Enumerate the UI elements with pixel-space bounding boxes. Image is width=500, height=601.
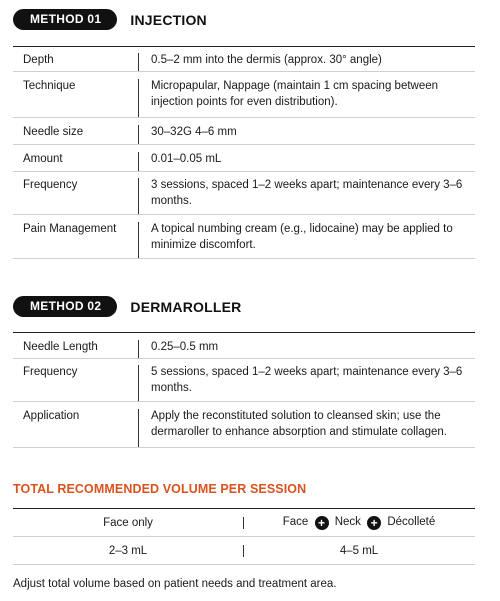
row-label: Amount (23, 153, 63, 165)
face-label: Face (282, 515, 309, 528)
column-divider (138, 152, 139, 171)
table-row (13, 402, 475, 448)
face-only-header: Face only (103, 516, 153, 529)
table-row (13, 46, 475, 72)
method-02-badge: METHOD 02 (13, 296, 117, 317)
column-divider (138, 365, 139, 401)
row-label: Frequency (23, 366, 78, 378)
row-value: 0.25–0.5 mm (151, 341, 219, 353)
method-01-badge: METHOD 01 (13, 9, 117, 30)
column-divider (138, 53, 139, 71)
dermaroller-table (13, 332, 475, 448)
row-value: 30–32G 4–6 mm (151, 126, 237, 138)
column-divider (138, 125, 139, 144)
table-row (13, 332, 475, 359)
injection-table (13, 46, 475, 259)
row-value: 3 sessions, spaced 1–2 weeks apart; maintenance every 3–6 months. (151, 179, 463, 207)
face-neck-decollete-volume: 4–5 mL (339, 544, 379, 557)
row-label: Pain Management (23, 223, 117, 235)
column-divider (138, 409, 139, 447)
row-label: Application (23, 410, 80, 422)
decollete-label: Décolleté (387, 515, 436, 528)
plus-circle-icon: + (367, 516, 381, 530)
row-label: Needle Length (23, 341, 98, 353)
footnote: Adjust total volume based on patient needs and treatment area. (13, 578, 337, 590)
row-value: 0.5–2 mm into the dermis (approx. 30° angle) (151, 54, 382, 66)
table-row (13, 118, 475, 145)
row-label: Frequency (23, 179, 78, 191)
row-label: Depth (23, 54, 54, 66)
column-divider (138, 79, 139, 117)
face-only-volume: 2–3 mL (108, 544, 148, 557)
row-value: A topical numbing cream (e.g., lidocaine) may be applied to minimize discomfort. (151, 223, 453, 251)
method-01-title: INJECTION (130, 11, 207, 28)
table-row (13, 72, 475, 118)
table-row (13, 359, 475, 402)
method-01-header (13, 9, 207, 30)
neck-label: Neck (334, 515, 361, 528)
row-value: 5 sessions, spaced 1–2 weeks apart; maintenance every 3–6 months. (151, 366, 463, 394)
row-value: Micropapular, Nappage (maintain 1 cm spacing between injection points for even distribution). (151, 80, 439, 108)
volume-header-row (13, 508, 475, 537)
table-row (13, 215, 475, 259)
row-value: 0.01–0.05 mL (151, 153, 222, 165)
volume-value-row (13, 537, 475, 565)
method-02-header (13, 296, 241, 317)
table-row (13, 145, 475, 172)
column-divider (138, 222, 139, 258)
column-divider (138, 340, 139, 358)
method-02-title: DERMAROLLER (130, 298, 242, 315)
volume-table (13, 508, 475, 565)
row-label: Needle size (23, 126, 84, 138)
volume-section-title: TOTAL RECOMMENDED VOLUME PER SESSION (13, 482, 307, 496)
face-neck-decollete-header (244, 516, 474, 530)
row-label: Technique (23, 80, 76, 92)
plus-circle-icon: + (315, 516, 329, 530)
table-row (13, 172, 475, 215)
column-divider (138, 178, 139, 214)
row-value: Apply the reconstituted solution to cleansed skin; use the dermaroller to enhance absorption and stimulate collagen. (151, 410, 447, 438)
